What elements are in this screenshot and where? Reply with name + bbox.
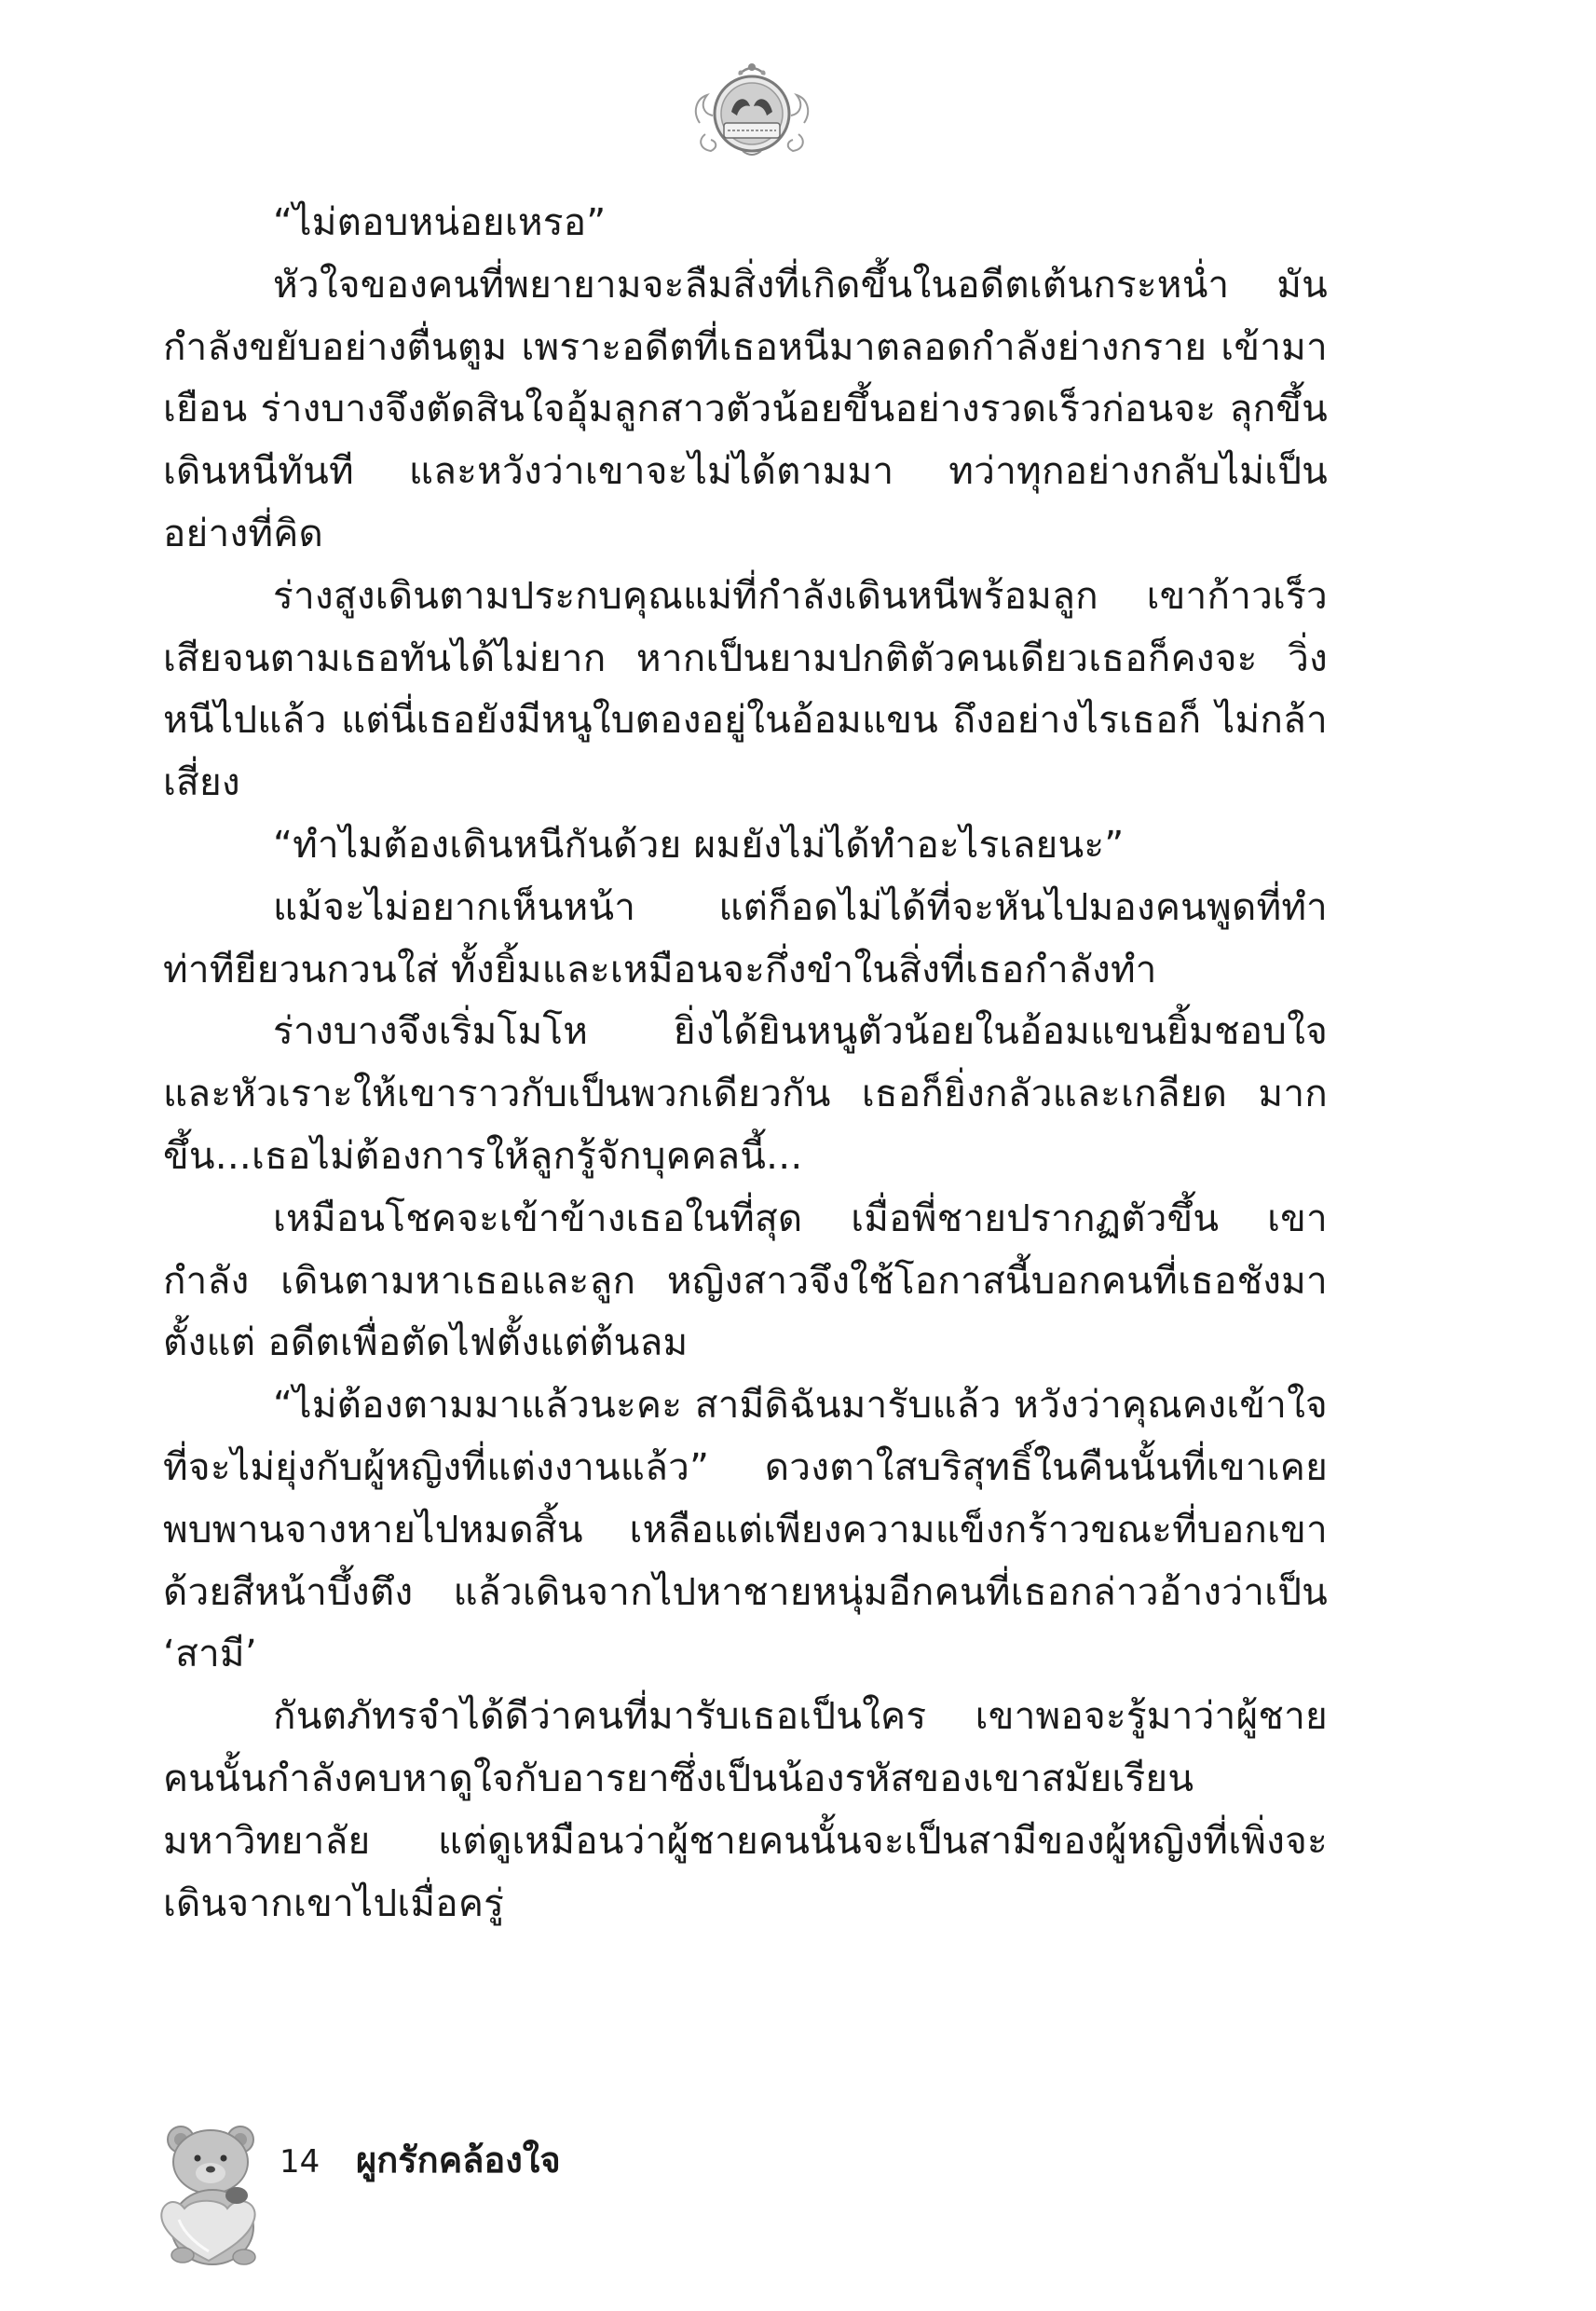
paragraph-9: กันตภัทรจำได้ดีว่าคนที่มารับเธอเป็นใคร เขาพอจะรู้มาว่าผู้ชาย คนนั้นกำลังคบหาดูใจกับอารยาซึ่งเป็นน้องรหัสของเขาสมัยเรียน มหาวิทยาลัย แต่ดูเหมือนว่าผู้ชายคนนั้นจะเป็นสามีของผู้หญิงที่เพิ่งจะ เดินจากเขาไปเมื่อครู่ [163,1693,1328,1925]
page-number: 14 [280,2143,321,2181]
body-text [163,191,1328,1934]
book-title: ผูกรักคล้องใจ [356,2140,561,2181]
paragraph-6: ร่างบางจึงเริ่มโมโห ยิ่งได้ยินหนูตัวน้อยในอ้อมแขนยิ้มชอบใจ และหัวเราะให้เขาราวกับเป็นพวกเดียวกัน เธอก็ยิ่งกลัวและเกลียด มากขึ้น...เธอไม่ต้องการให้ลูกรู้จักบุคคลนี้... [163,1008,1328,1178]
teddy-bear-heart-icon [147,2115,276,2274]
paragraph-2: หัวใจของคนที่พยายามจะลืมสิ่งที่เกิดขึ้นในอดีตเต้นกระหน่ำ มันกำลังขยับอย่างตื่นตูม เพราะอดีตที่เธอหนีมาตลอดกำลังย่างกราย เข้ามาเยือน ร่างบางจึงตัดสินใจอุ้มลูกสาวตัวน้อยขึ้นอย่างรวดเร็วก่อนจะ ลุกขึ้นเดินหนีทันที และหวังว่าเขาจะไม่ได้ตามมา ทว่าทุกอย่างกลับไม่เป็น อย่างที่คิด [163,261,1328,555]
ornament-emblem-icon [690,58,813,162]
paragraph-1: “ไม่ตอบหน่อยเหรอ” [273,199,607,244]
paragraph-5: แม้จะไม่อยากเห็นหน้า แต่ก็อดไม่ได้ที่จะหันไปมองคนพูดที่ทำ ท่าทียียวนกวนใส่ ทั้งยิ้มและเหมือนจะกึ่งขำในสิ่งที่เธอกำลังทำ [163,883,1328,991]
paragraph-8: “ไม่ต้องตามมาแล้วนะคะ สามีดิฉันมารับแล้ว หวังว่าคุณคงเข้าใจ ที่จะไม่ยุ่งกับผู้หญิงที่แต่งงานแล้ว” ดวงตาใสบริสุทธิ์ในคืนนั้นที่เขาเคย พบพานจางหายไปหมดสิ้น เหลือแต่เพียงความแข็งกร้าวขณะที่บอกเขา ด้วยสีหน้าบึ้งตึง แล้วเดินจากไปหาชายหนุ่มอีกคนที่เธอกล่าวอ้างว่าเป็น ‘สามี’ [163,1382,1328,1676]
paragraph-4: “ทำไมต้องเดินหนีกันด้วย ผมยังไม่ได้ทำอะไรเลยนะ” [273,821,1125,867]
paragraph-7: เหมือนโชคจะเข้าข้างเธอในที่สุด เมื่อพี่ชายปรากฏตัวขึ้น เขากำลัง เดินตามหาเธอและลูก หญิงสาวจึงใช้โอกาสนี้บอกคนที่เธอชังมาตั้งแต่ อดีตเพื่อตัดไฟตั้งแต่ต้นลม [163,1195,1328,1365]
paragraph-3: ร่างสูงเดินตามประกบคุณแม่ที่กำลังเดินหนีพร้อมลูก เขาก้าวเร็ว เสียจนตามเธอทันได้ไม่ยาก หากเป็นยามปกติตัวคนเดียวเธอก็คงจะ วิ่งหนีไปแล้ว แต่นี่เธอยังมีหนูใบตองอยู่ในอ้อมแขน ถึงอย่างไรเธอก็ ไม่กล้าเสี่ยง [163,572,1328,805]
